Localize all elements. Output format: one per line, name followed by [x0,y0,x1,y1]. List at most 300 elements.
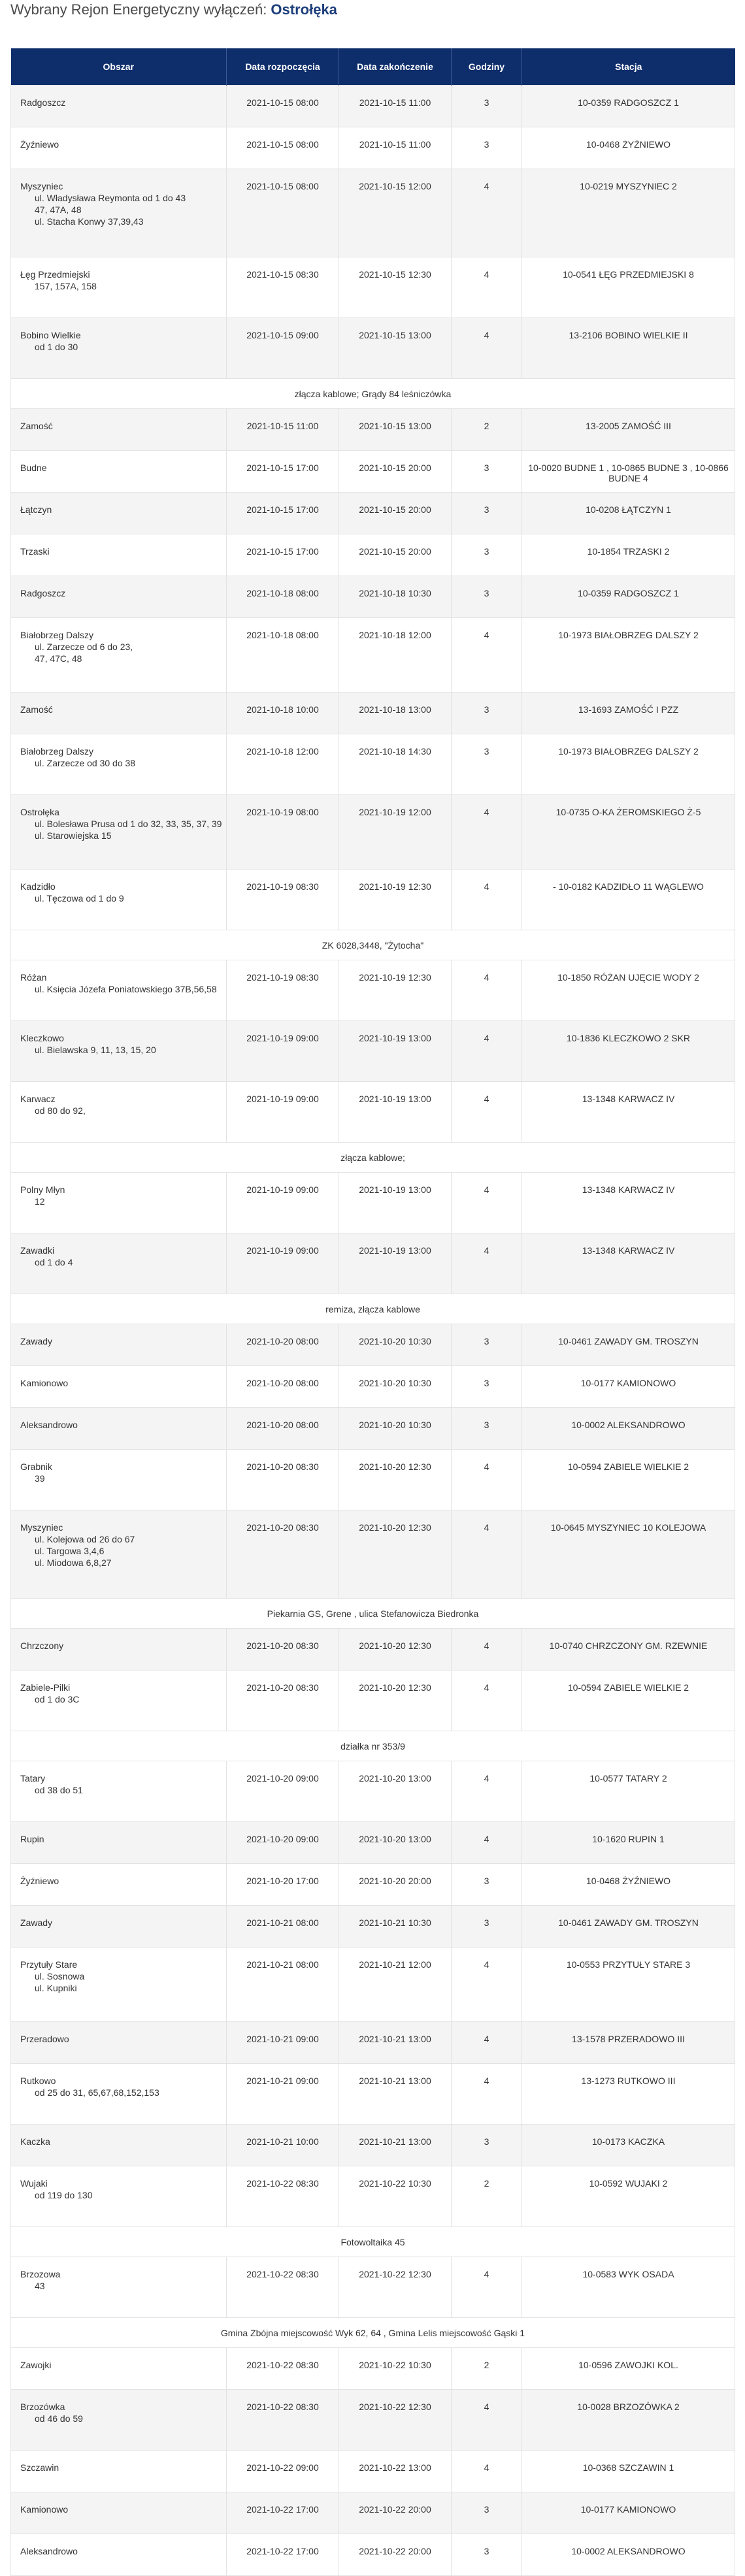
cell-end: 2021-10-15 12:00 [339,169,452,257]
area-name: Żyźniewo [20,1876,59,1886]
cell-station: 10-0468 ŻYŹNIEWO [522,127,735,169]
cell-start: 2021-10-15 08:00 [227,86,339,127]
cell-start: 2021-10-20 08:30 [227,1629,339,1671]
cell-station: 10-1973 BIAŁOBRZEG DALSZY 2 [522,618,735,693]
area-name: Kaczka [20,2136,50,2147]
cell-hours: 4 [452,2064,522,2125]
cell-station: 10-0002 ALEKSANDROWO [522,1408,735,1450]
table-row [11,2534,735,2576]
cell-hours: 4 [452,1082,522,1143]
cell-area [11,1324,227,1366]
table-row [11,870,735,930]
area-name: Zawady [20,1336,53,1346]
cell-end: 2021-10-15 13:00 [339,318,452,379]
cell-area [11,409,227,451]
area-name: Łęg Przedmiejski [20,269,90,280]
cell-station: 10-0208 ŁĄTCZYN 1 [522,493,735,534]
cell-hours: 3 [452,1408,522,1450]
area-detail: ul. Tęczowa od 1 do 9 [35,893,124,904]
cell-hours: 4 [452,169,522,257]
cell-start: 2021-10-15 17:00 [227,534,339,576]
table-row [11,2492,735,2534]
cell-start: 2021-10-15 08:00 [227,127,339,169]
area-detail: od 46 do 59 [35,2413,83,2424]
cell-area [11,870,227,930]
cell-hours: 4 [452,618,522,693]
cell-end: 2021-10-21 13:00 [339,2125,452,2166]
cell-area [11,1450,227,1510]
area-detail: ul. Bolesława Prusa od 1 do 32, 33, 35, 37, 39 [35,819,222,829]
cell-station: 10-0177 KAMIONOWO [522,1366,735,1408]
cell-end: 2021-10-15 20:00 [339,493,452,534]
cell-end: 2021-10-21 12:00 [339,1948,452,2022]
cell-station: 13-1348 KARWACZ IV [522,1082,735,1143]
note-text: złącza kablowe; [11,1143,735,1173]
cell-end: 2021-10-22 12:30 [339,2390,452,2451]
cell-end: 2021-10-15 11:00 [339,127,452,169]
cell-station: 10-0461 ZAWADY GM. TROSZYN [522,1324,735,1366]
cell-hours: 3 [452,2125,522,2166]
table-row [11,169,735,257]
area-detail: ul. Miodowa 6,8,27 [35,1557,112,1568]
note-text: Piekarnia GS, Grene , ulica Stefanowicza Biedronka [11,1599,735,1629]
column-header-area[interactable]: Obszar [11,48,227,86]
cell-area [11,534,227,576]
table-body [11,86,735,2576]
cell-hours: 4 [452,1948,522,2022]
area-name: Szczawin [20,2462,59,2473]
table-row [11,1324,735,1366]
cell-end: 2021-10-20 10:30 [339,1366,452,1408]
cell-station: 13-1578 PRZERADOWO III [522,2022,735,2064]
cell-station: 10-1620 RUPIN 1 [522,1822,735,1864]
heading-label: Wybrany Rejon Energetyczny wyłączeń: [10,1,271,18]
area-name: Kadzidło [20,881,56,892]
area-name: Przytuły Stare [20,1959,78,1970]
cell-station: 13-2106 BOBINO WIELKIE II [522,318,735,379]
note-text: remiza, złącza kablowe [11,1294,735,1324]
cell-hours: 4 [452,1233,522,1294]
cell-end: 2021-10-15 20:00 [339,451,452,493]
cell-station: 10-1836 KLECZKOWO 2 SKR [522,1021,735,1082]
area-name: Budne [20,463,47,473]
column-header-end[interactable]: Data zakończenie [339,48,452,86]
table-row [11,1822,735,1864]
cell-station: 10-0740 CHRZCZONY GM. RZEWNIE [522,1629,735,1671]
area-name: Tatary [20,1773,46,1784]
cell-area [11,1408,227,1450]
area-name: Zamość [20,421,53,431]
area-detail: ul. Zarzecze od 30 do 38 [35,758,136,768]
table-row [11,734,735,795]
cell-area [11,1948,227,2022]
cell-area [11,576,227,618]
cell-start: 2021-10-22 08:30 [227,2348,339,2390]
cell-start: 2021-10-22 08:30 [227,2166,339,2227]
area-name: Chrzczony [20,1640,64,1651]
cell-end: 2021-10-19 13:00 [339,1082,452,1143]
table-row [11,127,735,169]
cell-end: 2021-10-20 10:30 [339,1408,452,1450]
area-detail: 157, 157A, 158 [35,281,97,291]
cell-hours: 3 [452,576,522,618]
cell-start: 2021-10-22 17:00 [227,2492,339,2534]
note-text: ZK 6028,3448, "Żytocha" [11,930,735,960]
cell-hours: 3 [452,1906,522,1948]
cell-station: 10-0359 RADGOSZCZ 1 [522,86,735,127]
cell-area [11,1082,227,1143]
area-name: Zabiele-Pilki [20,1682,71,1693]
cell-end: 2021-10-21 13:00 [339,2064,452,2125]
cell-hours: 4 [452,1671,522,1731]
cell-hours: 4 [452,2451,522,2492]
cell-hours: 3 [452,451,522,493]
cell-area [11,1822,227,1864]
table-note-row [11,2318,735,2348]
cell-hours: 4 [452,1510,522,1599]
area-detail: ul. Władysława Reymonta od 1 do 43 [35,193,186,203]
cell-station: 10-1854 TRZASKI 2 [522,534,735,576]
cell-start: 2021-10-21 08:00 [227,1906,339,1948]
table-row [11,795,735,870]
cell-end: 2021-10-15 13:00 [339,409,452,451]
cell-station: - 10-0182 KADZIDŁO 11 WĄGLEWO [522,870,735,930]
area-detail: ul. Kolejowa od 26 do 67 [35,1534,135,1544]
table-row [11,534,735,576]
area-detail: ul. Starowiejska 15 [35,830,112,841]
area-name: Rupin [20,1834,44,1844]
table-row [11,2348,735,2390]
cell-start: 2021-10-20 17:00 [227,1864,339,1906]
area-name: Brzozowa [20,2269,61,2279]
table-row [11,86,735,127]
table-row [11,1233,735,1294]
table-row [11,1761,735,1822]
cell-end: 2021-10-22 10:30 [339,2348,452,2390]
cell-hours: 3 [452,2534,522,2576]
cell-station: 10-0368 SZCZAWIN 1 [522,2451,735,2492]
cell-hours: 4 [452,2257,522,2318]
cell-hours: 4 [452,1629,522,1671]
cell-start: 2021-10-18 10:00 [227,693,339,734]
area-name: Aleksandrowo [20,1420,78,1430]
cell-start: 2021-10-20 08:30 [227,1450,339,1510]
cell-area [11,1173,227,1233]
cell-station: 10-0735 O-KA ŻEROMSKIEGO Ż-5 [522,795,735,870]
table-row [11,2125,735,2166]
cell-start: 2021-10-20 09:00 [227,1761,339,1822]
cell-station: 10-0219 MYSZYNIEC 2 [522,169,735,257]
cell-start: 2021-10-20 09:00 [227,1822,339,1864]
cell-start: 2021-10-19 08:30 [227,960,339,1021]
area-detail: od 1 do 3C [35,1694,80,1704]
table-row [11,2451,735,2492]
cell-hours: 2 [452,409,522,451]
cell-end: 2021-10-18 13:00 [339,693,452,734]
cell-hours: 3 [452,1366,522,1408]
note-text: działka nr 353/9 [11,1731,735,1761]
area-name: Białobrzeg Dalszy [20,630,94,640]
area-name: Kamionowo [20,1378,69,1388]
area-name: Przeradowo [20,2034,69,2044]
table-row [11,1864,735,1906]
cell-station: 13-1348 KARWACZ IV [522,1233,735,1294]
cell-hours: 2 [452,2166,522,2227]
cell-area [11,2166,227,2227]
cell-area [11,257,227,318]
area-detail: ul. Bielawska 9, 11, 13, 15, 20 [35,1045,156,1055]
cell-station: 10-0173 KACZKA [522,2125,735,2166]
cell-start: 2021-10-20 08:00 [227,1408,339,1450]
table-row [11,451,735,493]
cell-hours: 3 [452,1864,522,1906]
cell-station: 10-0594 ZABIELE WIELKIE 2 [522,1671,735,1731]
area-detail: 47, 47C, 48 [35,653,82,664]
cell-hours: 4 [452,795,522,870]
cell-area [11,1671,227,1731]
table-row [11,409,735,451]
cell-start: 2021-10-20 08:30 [227,1510,339,1599]
table-row [11,2166,735,2227]
cell-end: 2021-10-18 14:30 [339,734,452,795]
cell-hours: 4 [452,1761,522,1822]
table-note-row [11,2227,735,2257]
cell-area [11,1906,227,1948]
table-row [11,618,735,693]
cell-station: 10-0596 ZAWOJKI KOL. [522,2348,735,2390]
cell-hours: 3 [452,1324,522,1366]
cell-area [11,1021,227,1082]
cell-end: 2021-10-22 20:00 [339,2492,452,2534]
area-detail: od 119 do 130 [35,2190,93,2200]
table-row [11,960,735,1021]
table-row [11,318,735,379]
area-name: Grabnik [20,1461,53,1472]
table-row [11,1366,735,1408]
cell-hours: 3 [452,2492,522,2534]
cell-start: 2021-10-21 10:00 [227,2125,339,2166]
cell-station: 10-0359 RADGOSZCZ 1 [522,576,735,618]
area-name: Zawady [20,1917,53,1928]
cell-start: 2021-10-19 09:00 [227,1082,339,1143]
table-row [11,1510,735,1599]
cell-area [11,2064,227,2125]
area-name: Bobino Wielkie [20,330,81,340]
column-header-start[interactable]: Data rozpoczęcia [227,48,339,86]
table-row [11,576,735,618]
cell-start: 2021-10-19 09:00 [227,1233,339,1294]
cell-start: 2021-10-15 11:00 [227,409,339,451]
note-text: Gmina Zbójna miejscowość Wyk 62, 64 , Gmina Lelis miejscowość Gąski 1 [11,2318,735,2348]
column-header-station[interactable]: Stacja [522,48,735,86]
area-detail: 47, 47A, 48 [35,204,82,215]
table-row [11,1082,735,1143]
cell-station: 10-0583 WYK OSADA [522,2257,735,2318]
cell-end: 2021-10-19 13:00 [339,1233,452,1294]
cell-area [11,2022,227,2064]
cell-start: 2021-10-19 08:00 [227,795,339,870]
cell-hours: 3 [452,127,522,169]
cell-start: 2021-10-18 08:00 [227,576,339,618]
area-detail: od 38 do 51 [35,1785,83,1795]
area-name: Zamość [20,704,53,715]
cell-station: 10-0020 BUDNE 1 , 10-0865 BUDNE 3 , 10-0866 BUDNE 4 [522,451,735,493]
table-row [11,1948,735,2022]
table-row [11,1408,735,1450]
cell-end: 2021-10-19 13:00 [339,1021,452,1082]
cell-start: 2021-10-18 08:00 [227,618,339,693]
area-name: Kamionowo [20,2504,69,2515]
cell-start: 2021-10-15 17:00 [227,451,339,493]
cell-end: 2021-10-20 13:00 [339,1761,452,1822]
cell-station: 10-1973 BIAŁOBRZEG DALSZY 2 [522,734,735,795]
area-name: Ostrołęka [20,807,59,817]
cell-start: 2021-10-22 17:00 [227,2534,339,2576]
cell-start: 2021-10-21 09:00 [227,2022,339,2064]
cell-end: 2021-10-21 13:00 [339,2022,452,2064]
cell-hours: 3 [452,534,522,576]
cell-area [11,2125,227,2166]
cell-station: 10-0645 MYSZYNIEC 10 KOLEJOWA [522,1510,735,1599]
cell-station: 10-0002 ALEKSANDROWO [522,2534,735,2576]
area-detail: od 1 do 4 [35,1257,73,1267]
cell-area [11,493,227,534]
cell-hours: 4 [452,870,522,930]
cell-station: 10-0553 PRZYTUŁY STARE 3 [522,1948,735,2022]
cell-end: 2021-10-20 12:30 [339,1450,452,1510]
page-heading [0,0,745,24]
area-detail: ul. Zarzecze od 6 do 23, [35,642,133,652]
column-header-hours[interactable]: Godziny [452,48,522,86]
cell-end: 2021-10-15 11:00 [339,86,452,127]
area-name: Białobrzeg Dalszy [20,746,94,757]
table-row [11,1450,735,1510]
table-header-row [11,48,735,86]
area-detail: ul. Stacha Konwy 37,39,43 [35,216,144,227]
cell-area [11,1233,227,1294]
area-name: Karwacz [20,1094,56,1104]
table-row [11,1906,735,1948]
cell-station: 10-0028 BRZOZÓWKA 2 [522,2390,735,2451]
cell-station: 10-0541 ŁĘG PRZEDMIEJSKI 8 [522,257,735,318]
cell-area [11,2390,227,2451]
cell-start: 2021-10-15 08:00 [227,169,339,257]
cell-hours: 4 [452,960,522,1021]
cell-area [11,2348,227,2390]
table-row [11,2022,735,2064]
table-row [11,2257,735,2318]
cell-area [11,86,227,127]
cell-end: 2021-10-20 10:30 [339,1324,452,1366]
area-detail: ul. Sosnowa [35,1971,85,1981]
area-detail: od 25 do 31, 65,67,68,152,153 [35,2087,159,2098]
cell-station: 10-1850 RÓŻAN UJĘCIE WODY 2 [522,960,735,1021]
area-name: Wujaki [20,2178,48,2189]
cell-area [11,2451,227,2492]
area-name: Zawadki [20,1245,55,1256]
cell-start: 2021-10-20 08:30 [227,1671,339,1731]
area-name: Radgoszcz [20,97,66,108]
cell-hours: 3 [452,86,522,127]
cell-area [11,1864,227,1906]
cell-start: 2021-10-19 08:30 [227,870,339,930]
area-name: Żyźniewo [20,139,59,150]
cell-start: 2021-10-21 09:00 [227,2064,339,2125]
note-text: złącza kablowe; Grądy 84 leśniczówka [11,379,735,409]
cell-area [11,2257,227,2318]
cell-area [11,2534,227,2576]
cell-end: 2021-10-18 10:30 [339,576,452,618]
cell-station: 13-1348 KARWACZ IV [522,1173,735,1233]
cell-area [11,2492,227,2534]
table-row [11,1629,735,1671]
cell-area [11,1366,227,1408]
cell-end: 2021-10-15 20:00 [339,534,452,576]
cell-end: 2021-10-19 12:00 [339,795,452,870]
outages-table-container [10,48,735,2576]
area-name: Radgoszcz [20,588,66,598]
table-row [11,257,735,318]
area-name: Rutkowo [20,2076,56,2086]
area-detail: 39 [35,1473,45,1484]
area-name: Trzaski [20,546,50,557]
cell-station: 10-0577 TATARY 2 [522,1761,735,1822]
area-detail: ul. Targowa 3,4,6 [35,1546,105,1556]
cell-end: 2021-10-21 10:30 [339,1906,452,1948]
table-note-row [11,930,735,960]
cell-hours: 4 [452,1021,522,1082]
area-name: Łątczyn [20,504,52,515]
cell-end: 2021-10-19 12:30 [339,960,452,1021]
area-name: Myszyniec [20,181,63,191]
cell-hours: 4 [452,257,522,318]
area-name: Polny Młyn [20,1184,65,1195]
cell-start: 2021-10-19 09:00 [227,1173,339,1233]
table-note-row [11,1731,735,1761]
area-name: Zawojki [20,2360,52,2370]
cell-area [11,960,227,1021]
note-text: Fotowoltaika 45 [11,2227,735,2257]
cell-area [11,169,227,257]
region-name: Ostrołęka [271,1,337,18]
table-row [11,693,735,734]
cell-area [11,127,227,169]
cell-end: 2021-10-20 20:00 [339,1864,452,1906]
area-detail: 43 [35,2281,45,2291]
table-note-row [11,1143,735,1173]
cell-end: 2021-10-18 12:00 [339,618,452,693]
cell-hours: 4 [452,2022,522,2064]
cell-station: 13-2005 ZAMOŚĆ III [522,409,735,451]
cell-start: 2021-10-21 08:00 [227,1948,339,2022]
table-row [11,2390,735,2451]
table-note-row [11,379,735,409]
cell-end: 2021-10-20 12:30 [339,1629,452,1671]
cell-station: 10-0592 WUJAKI 2 [522,2166,735,2227]
cell-start: 2021-10-20 08:00 [227,1366,339,1408]
outages-table [10,48,735,2576]
cell-end: 2021-10-22 10:30 [339,2166,452,2227]
area-name: Brzozówka [20,2402,65,2412]
cell-start: 2021-10-22 09:00 [227,2451,339,2492]
table-note-row [11,1599,735,1629]
cell-hours: 3 [452,734,522,795]
cell-hours: 3 [452,493,522,534]
area-detail: 12 [35,1196,45,1207]
cell-start: 2021-10-22 08:30 [227,2257,339,2318]
cell-station: 10-0461 ZAWADY GM. TROSZYN [522,1906,735,1948]
area-name: Kleczkowo [20,1033,64,1043]
